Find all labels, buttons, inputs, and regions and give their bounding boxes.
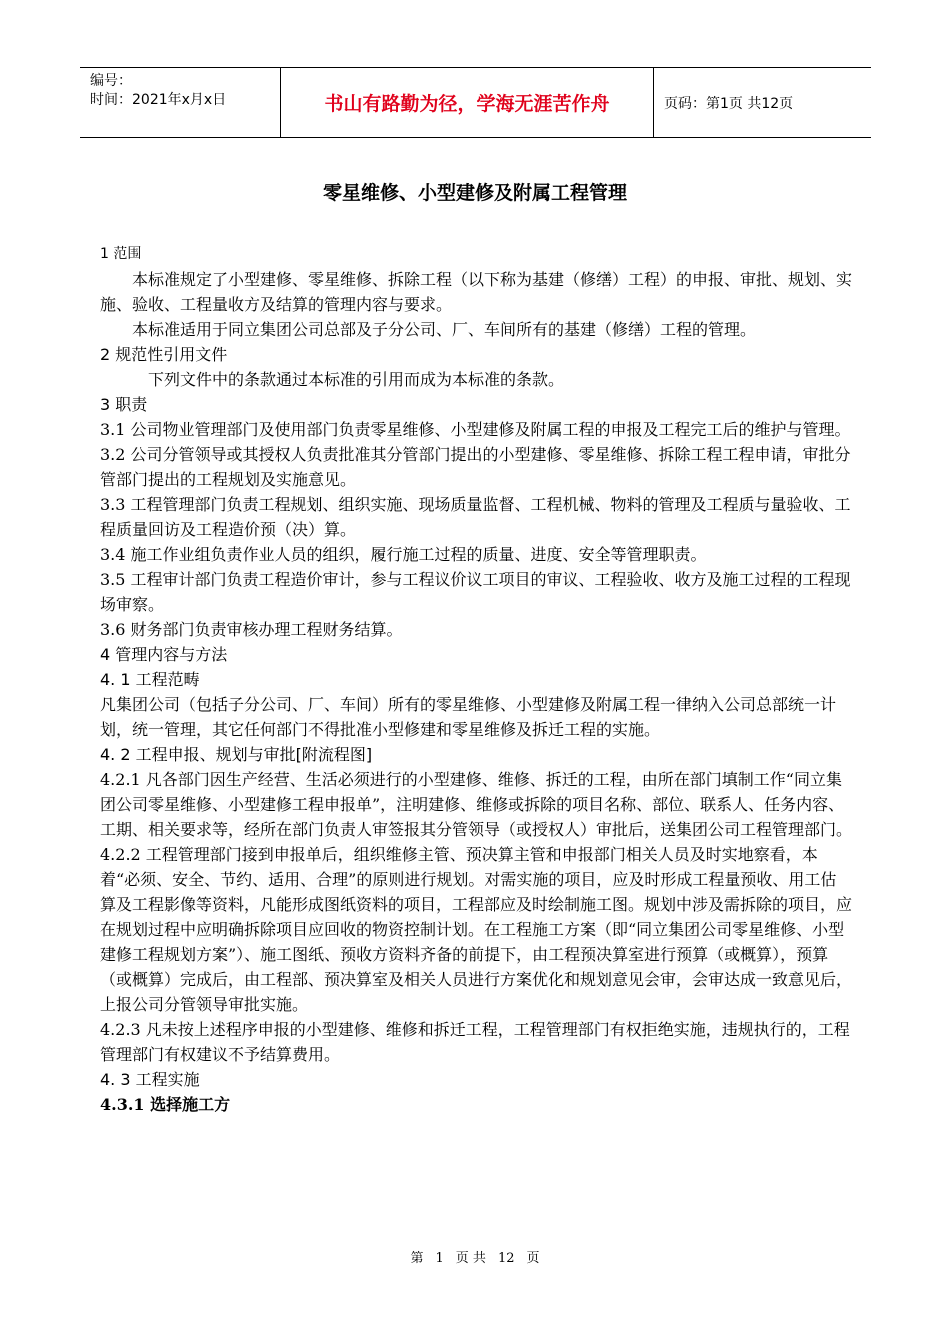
section-heading: 3 职责 [100,395,148,414]
document-title: 零星维修、小型建修及附属工程管理 [322,182,627,204]
paragraph: 下列文件中的条款通过本标准的引用而成为本标准的条款。 [148,370,565,389]
paragraph: 3.3 工程管理部门负责工程规划、组织实施、现场质量监督、工程机械、物料的管理及工程质与量验收、工程质量回访及工程造价预（决）算。 [100,495,851,539]
header-motto: 书山有路勤为径，学海无涯苦作舟 [281,68,654,137]
paragraph: 凡集团公司（包括子分公司、厂、车间）所有的零星维修、小型建修及附属工程一律纳入公司总部统一计划，统一管理，其它任何部门不得批准小型修建和零星维修及拆迁工程的实施。 [100,695,837,739]
footer-page-prefix: 第 [410,1251,424,1266]
subsection-heading: 4. 1 工程范畴 [100,670,200,689]
page-footer [0,1247,950,1266]
paragraph: 本标准适用于同立集团公司总部及子分公司、厂、车间所有的基建（修缮）工程的管理。 [132,320,757,339]
subsection-heading: 4.3.1 选择施工方 [100,1095,231,1114]
section-heading: 2 规范性引用文件 [100,345,228,364]
footer-page-mid: 页 共 [455,1251,486,1266]
header-table [80,67,871,138]
section-heading: 4 管理内容与方法 [100,645,228,664]
header-left-cell [80,68,281,137]
paragraph: 3.1 公司物业管理部门及使用部门负责零星维修、小型建修及附属工程的申报及工程完工后的维护与管理。 [100,420,851,439]
footer-page-number: 1 [435,1251,444,1266]
paragraph: 本标准规定了小型建修、零星维修、拆除工程（以下称为基建（修缮）工程）的申报、审批、规划、实施、验收、工程量收方及结算的管理内容与要求。 [100,270,853,314]
document-time-label: 时间：2021年x月x日 [90,92,227,108]
paragraph: 4.2.1 凡各部门因生产经营、生活必须进行的小型建修、维修、拆迁的工程，由所在部门填制工作“同立集团公司零星维修、小型建修工程申报单”，注明建修、维修或拆除的项目名称、部位、联系人、任务内容、工期、相关要求等，经所在部门负责人审签报其分管领导（或授权人）审批后，送集团公司工程管理部门。 [100,770,853,839]
paragraph: 3.4 施工作业组负责作业人员的组织，履行施工过程的质量、进度、安全等管理职责。 [100,545,707,564]
document-number-label: 编号： [90,73,132,89]
paragraph: 3.6 财务部门负责审核办理工程财务结算。 [100,620,403,639]
paragraph: 3.5 工程审计部门负责工程造价审计，参与工程议价议工项目的审议、工程验收、收方及施工过程的工程现场审察。 [100,570,851,614]
paragraph: 4.2.2 工程管理部门接到申报单后，组织维修主管、预决算主管和申报部门相关人员及时实地察看，本着“必须、安全、节约、适用、合理”的原则进行规划。对需实施的项目，应及时形成工程量预收、用工估算及工程影像等资料，凡能形成图纸资料的项目，工程部应及时绘制施工图。规划中涉及需拆除的项目，应在规划过程中应明确拆除项目应回收的物资控制计划。在工程施工方案（即“同立集团公司零星维修、小型建修工程规划方案”）、施工图纸、预收方资料齐备的前提下，由工程预决算室进行预算（或概算），预算（或概算）完成后，由工程部、预决算室及相关人员进行方案优化和规划意见会审，会审达成一致意见后，上报公司分管领导审批实施。 [100,845,853,1014]
paragraph: 4.2.3 凡未按上述程序申报的小型建修、维修和拆迁工程，工程管理部门有权拒绝实施，违规执行的，工程管理部门有权建议不予结算费用。 [100,1020,850,1064]
footer-page-suffix: 页 [526,1251,540,1266]
document-body [100,242,852,1117]
paragraph: 3.2 公司分管领导或其授权人负责批准其分管部门提出的小型建修、零星维修、拆除工程工程申请，审批分管部门提出的工程规划及实施意见。 [100,445,851,489]
subsection-heading: 4. 3 工程实施 [100,1070,200,1089]
section-heading: 1 范围 [100,246,142,262]
subsection-heading: 4. 2 工程申报、规划与审批[附流程图] [100,745,373,764]
footer-total-pages: 12 [497,1251,515,1266]
header-page-info: 页码：第1页 共12页 [664,95,794,112]
